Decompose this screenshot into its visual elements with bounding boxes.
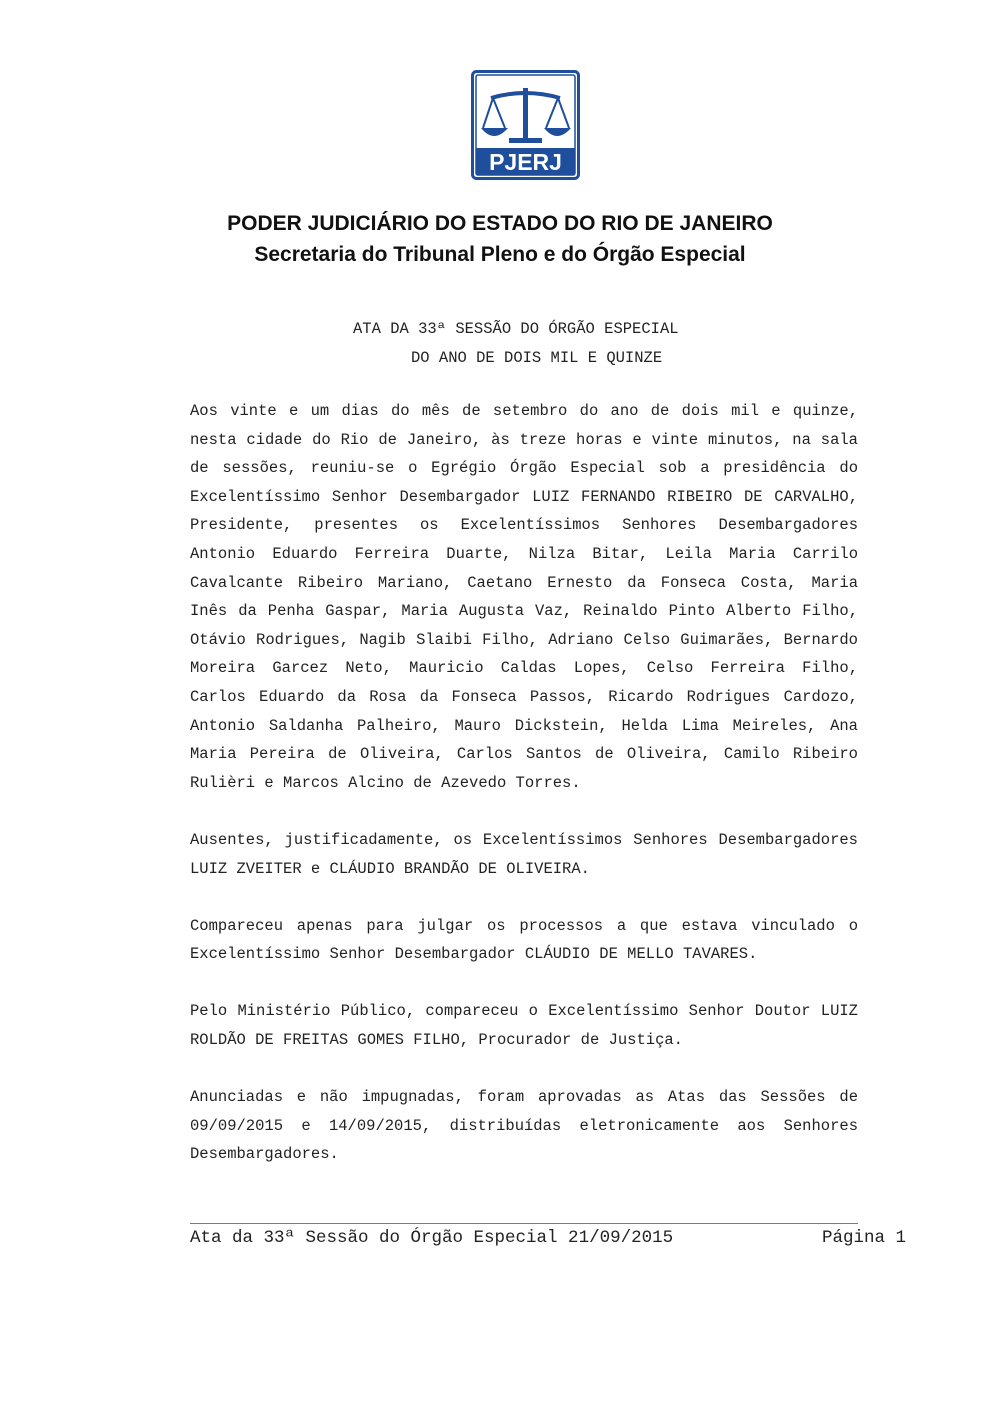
document-header [0, 208, 1000, 270]
footer-divider [190, 1223, 858, 1224]
pjerj-logo [471, 70, 580, 180]
title-line-1: ATA DA 33ª SESSÃO DO ÓRGÃO ESPECIAL [353, 320, 679, 338]
paragraph-absences: Ausentes, justificadamente, os Excelentíssimos Senhores Desembargadores LUIZ ZVEITER e CLÁUDIO BRANDÃO DE OLIVEIRA. [190, 830, 858, 878]
paragraph-ministry: Pelo Ministério Público, compareceu o Excelentíssimo Senhor Doutor LUIZ ROLDÃO DE FREITAS GOMES FILHO, Procurador de Justiça. [190, 1002, 858, 1050]
title-line-2: DO ANO DE DOIS MIL E QUINZE [411, 349, 663, 367]
page-number: Página 1 [821, 1228, 906, 1248]
logo-text: PJERJ [489, 149, 562, 175]
minutes-body [190, 397, 858, 1198]
paragraph-appearance: Compareceu apenas para julgar os processos a que estava vinculado o Excelentíssimo Senhor Desembargador CLÁUDIO DE MELLO TAVARES. [190, 916, 858, 964]
paragraph-attendance: Aos vinte e um dias do mês de setembro do ano de dois mil e quinze, nesta cidade do Rio de Janeiro, às treze horas e vinte minutos, na sala de sessões, reuniu-se o Egrégio Órgão Especial sob a presidência do Excelentíssimo Senhor Desembargador LUIZ FERNANDO RIBEIRO DE CARVALHO, Presidente, presentes os Excelentíssimos Senhores Desembargadores Antonio Eduardo Ferreira Duarte, Nilza Bitar, Leila Maria Carrilo Cavalcante Ribeiro Mariano, Caetano Ernesto da Fonseca Costa, Maria Inês da Penha Gaspar, Maria Augusta Vaz, Reinaldo Pinto Alberto Filho, Otávio Rodrigues, Nagib Slaibi Filho, Adriano Celso Guimarães, Bernardo Moreira Garcez Neto, Mauricio Caldas Lopes, Celso Ferreira Filho, Carlos Eduardo da Rosa da Fonseca Passos, Ricardo Rodrigues Cardozo, Antonio Saldanha Palheiro, Mauro Dickstein, Helda Lima Meireles, Ana Maria Pereira de Oliveira, Carlos Santos de Oliveira, Camilo Ribeiro Rulièri e Marcos Alcino de Azevedo Torres. [190, 402, 858, 792]
footer-document-label: Ata da 33ª Sessão do Órgão Especial 21/09/2015 [190, 1228, 674, 1248]
paragraph-approval: Anunciadas e não impugnadas, foram aprovadas as Atas das Sessões de 09/09/2015 e 14/09/2015, distribuídas eletronicamente aos Senhores Desembargadores. [190, 1088, 858, 1164]
court-name: PODER JUDICIÁRIO DO ESTADO DO RIO DE JANEIRO [227, 212, 773, 235]
scales-of-justice-icon [471, 70, 580, 180]
department-name: Secretaria do Tribunal Pleno e do Órgão Especial [254, 243, 746, 266]
document-title [0, 315, 1000, 373]
